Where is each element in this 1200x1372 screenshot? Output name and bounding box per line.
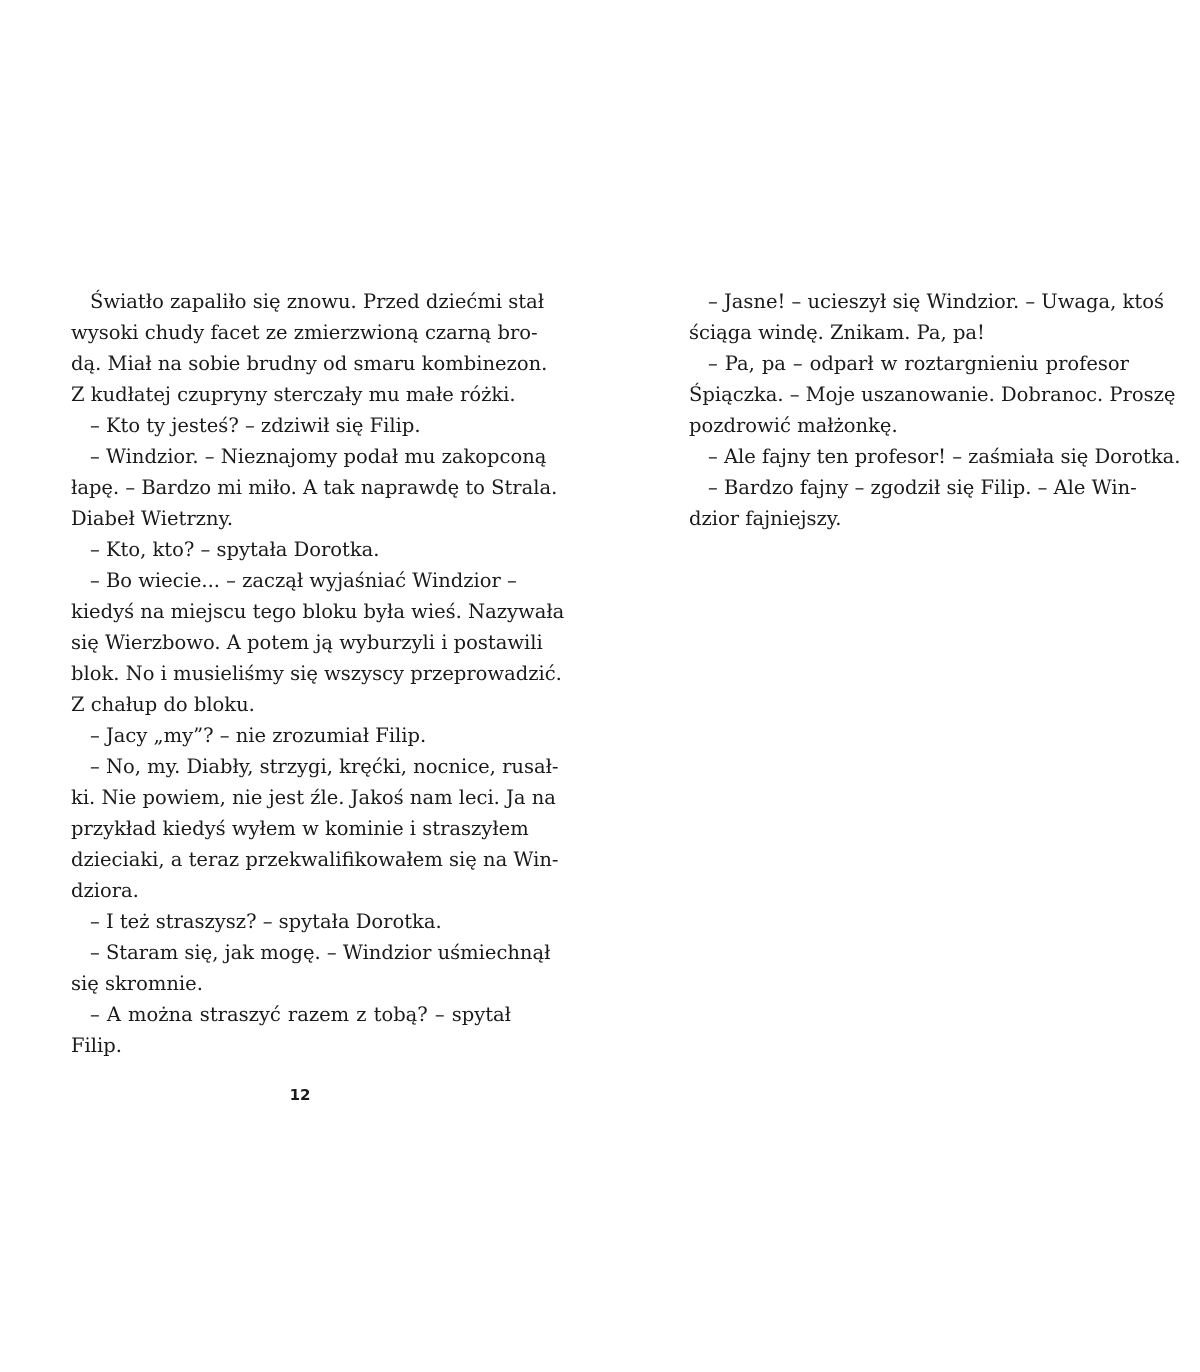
text-line: ściąga windę. Znikam. Pa, pa! (689, 321, 985, 344)
text-line: – A można straszyć razem z tobą? – spytał (90, 1003, 511, 1026)
text-line: – Windzior. – Nieznajomy podał mu zakopconą (90, 445, 547, 468)
text-line: – Kto ty jesteś? – zdziwił się Filip. (90, 414, 421, 437)
text-line: się Wierzbowo. A potem ją wyburzyli i postawili (71, 631, 543, 654)
text-line: dą. Miał na sobie brudny od smaru kombinezon. (71, 352, 548, 375)
text-line: kiedyś na miejscu tego bloku była wieś. Nazywała (71, 600, 565, 623)
text-line: – Jacy „my”? – nie zrozumiał Filip. (90, 724, 427, 747)
text-line: dziora. (71, 879, 139, 902)
text-line: – No, my. Diabły, strzygi, kręćki, nocnice, rusał- (90, 755, 559, 778)
text-line: dzior fajniejszy. (689, 507, 842, 530)
text-line: – Jasne! – ucieszył się Windzior. – Uwaga, ktoś (708, 290, 1164, 313)
text-line: – Bo wiecie... – zaczął wyjaśniać Windzior – (90, 569, 517, 592)
text-line: Z chałup do bloku. (71, 693, 255, 716)
left-text-column (71, 286, 565, 1061)
text-line: Śpiączka. – Moje uszanowanie. Dobranoc. Proszę (689, 383, 1176, 406)
text-line: się skromnie. (71, 972, 203, 995)
right-text-column (689, 286, 1181, 534)
text-line: dzieciaki, a teraz przekwalifikowałem się na Win- (71, 848, 559, 871)
text-line: Z kudłatej czupryny sterczały mu małe różki. (71, 383, 516, 406)
text-line: pozdrowić małżonkę. (689, 414, 898, 437)
right-page (600, 0, 1200, 1372)
text-line: ki. Nie powiem, nie jest źle. Jakoś nam leci. Ja na (71, 786, 556, 809)
text-line: – I też straszysz? – spytała Dorotka. (90, 910, 442, 933)
text-line: – Ale fajny ten profesor! – zaśmiała się Dorotka. (708, 445, 1181, 468)
page-number: 12 (289, 1086, 311, 1104)
text-line: Światło zapaliło się znowu. Przed dziećmi stał (90, 290, 545, 313)
text-line: – Kto, kto? – spytała Dorotka. (90, 538, 380, 561)
text-line: Diabeł Wietrzny. (71, 507, 234, 530)
text-line: Filip. (71, 1034, 122, 1057)
text-line: – Bardzo fajny – zgodził się Filip. – Ale Win- (708, 476, 1137, 499)
text-line: wysoki chudy facet ze zmierzwioną czarną bro- (71, 321, 538, 344)
text-line: przykład kiedyś wyłem w kominie i straszyłem (71, 817, 529, 840)
text-line: łapę. – Bardzo mi miło. A tak naprawdę to Strala. (71, 476, 558, 499)
text-line: – Pa, pa – odparł w roztargnieniu profesor (708, 352, 1129, 375)
text-line: blok. No i musieliśmy się wszyscy przeprowadzić. (71, 662, 562, 685)
text-line: – Staram się, jak mogę. – Windzior uśmiechnął (90, 941, 551, 964)
